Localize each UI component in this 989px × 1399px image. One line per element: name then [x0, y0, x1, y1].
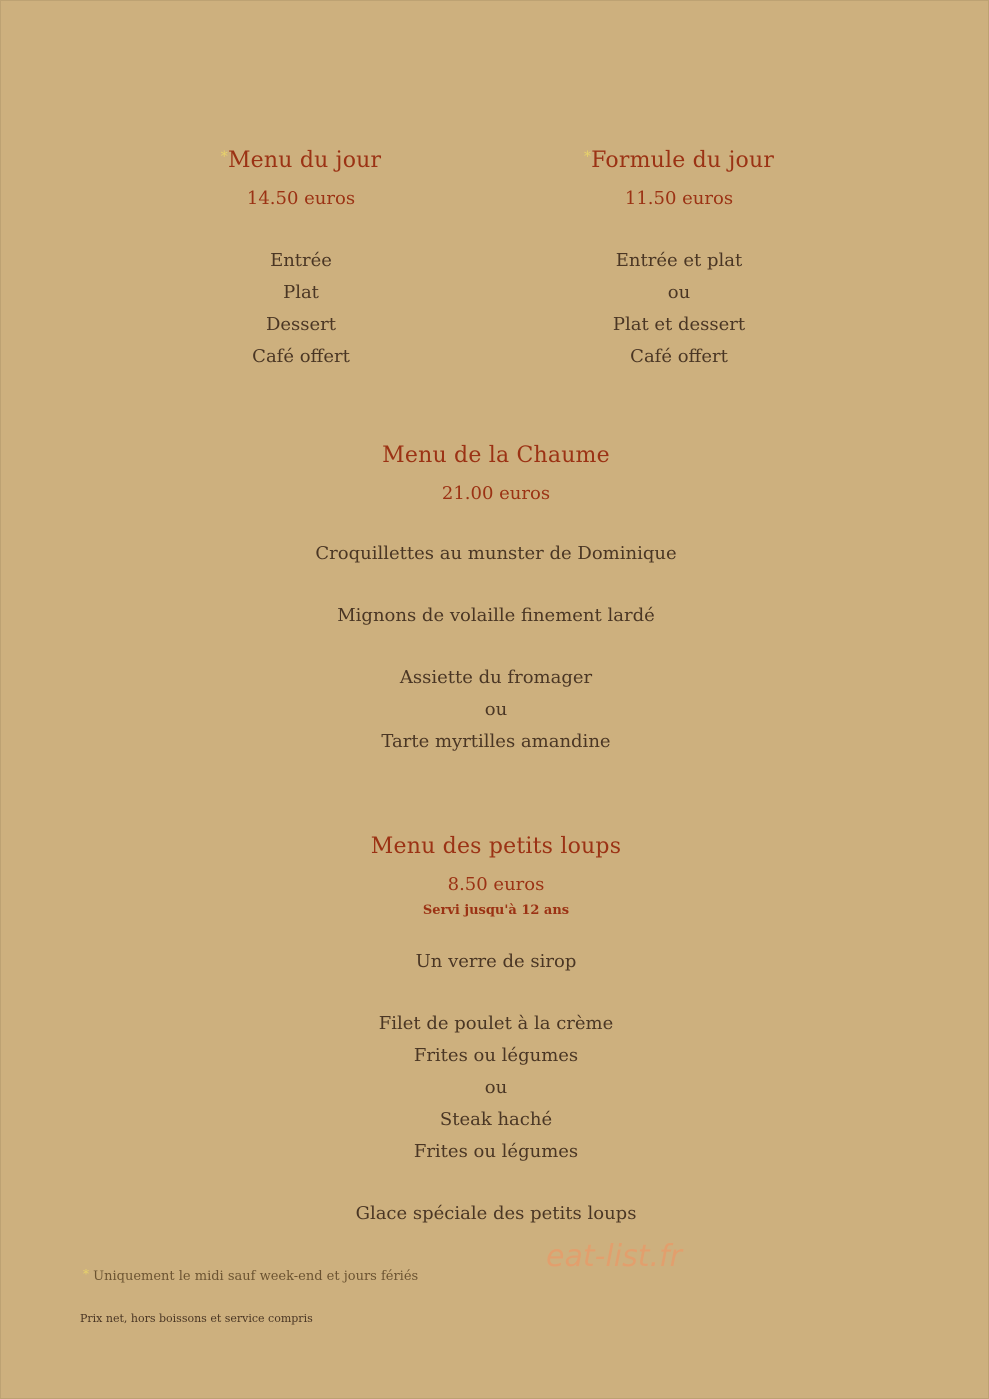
list-item: Entrée — [270, 250, 332, 271]
asterisk-icon: * — [583, 149, 592, 165]
list-item: Dessert — [265, 314, 337, 335]
menu-petits-loups-section — [246, 833, 746, 1230]
list-item: Un verre de sirop — [415, 951, 577, 972]
list-item: ou — [667, 282, 691, 303]
footnote: * Uniquement le midi sauf week-end et jours fériés — [83, 1267, 419, 1284]
asterisk-icon: * — [83, 1267, 89, 1281]
list-item: Plat — [283, 282, 319, 303]
formule-du-jour-section — [569, 147, 789, 373]
list-item: Filet de poulet à la crème — [378, 1013, 614, 1034]
menu-du-jour-price: 14.50 euros — [246, 188, 356, 209]
menu-du-jour-title: *Menu du jour — [220, 148, 382, 173]
legal-notice: Prix net, hors boissons et service compris — [80, 1312, 313, 1325]
list-item: ou — [484, 699, 508, 720]
formule-du-jour-title: *Formule du jour — [583, 148, 775, 173]
watermark: eat-list.fr — [546, 1239, 682, 1274]
formule-du-jour-price: 11.50 euros — [624, 188, 734, 209]
list-item: Entrée et plat — [615, 250, 743, 271]
list-item: Café offert — [252, 346, 350, 367]
menu-chaume-price: 21.00 euros — [441, 483, 551, 504]
list-item: ou — [484, 1077, 508, 1098]
menu-petits-loups-title: Menu des petits loups — [370, 834, 622, 859]
list-item: Steak haché — [439, 1109, 553, 1130]
menu-chaume-section — [246, 442, 746, 758]
list-item: Frites ou légumes — [413, 1141, 579, 1162]
menu-petits-loups-price: 8.50 euros — [447, 874, 545, 895]
list-item: Mignons de volaille finement lardé — [337, 605, 655, 626]
list-item: Café offert — [630, 346, 728, 367]
asterisk-icon: * — [220, 149, 228, 165]
list-item: Glace spéciale des petits loups — [355, 1203, 637, 1224]
list-item: Frites ou légumes — [413, 1045, 579, 1066]
menu-du-jour-section — [201, 147, 401, 373]
list-item: Croquillettes au munster de Dominique — [315, 543, 677, 564]
list-item: Plat et dessert — [612, 314, 746, 335]
list-item: Assiette du fromager — [399, 667, 593, 688]
menu-chaume-title: Menu de la Chaume — [382, 443, 610, 468]
list-item: Tarte myrtilles amandine — [381, 731, 611, 752]
age-note: Servi jusqu'à 12 ans — [422, 903, 570, 918]
